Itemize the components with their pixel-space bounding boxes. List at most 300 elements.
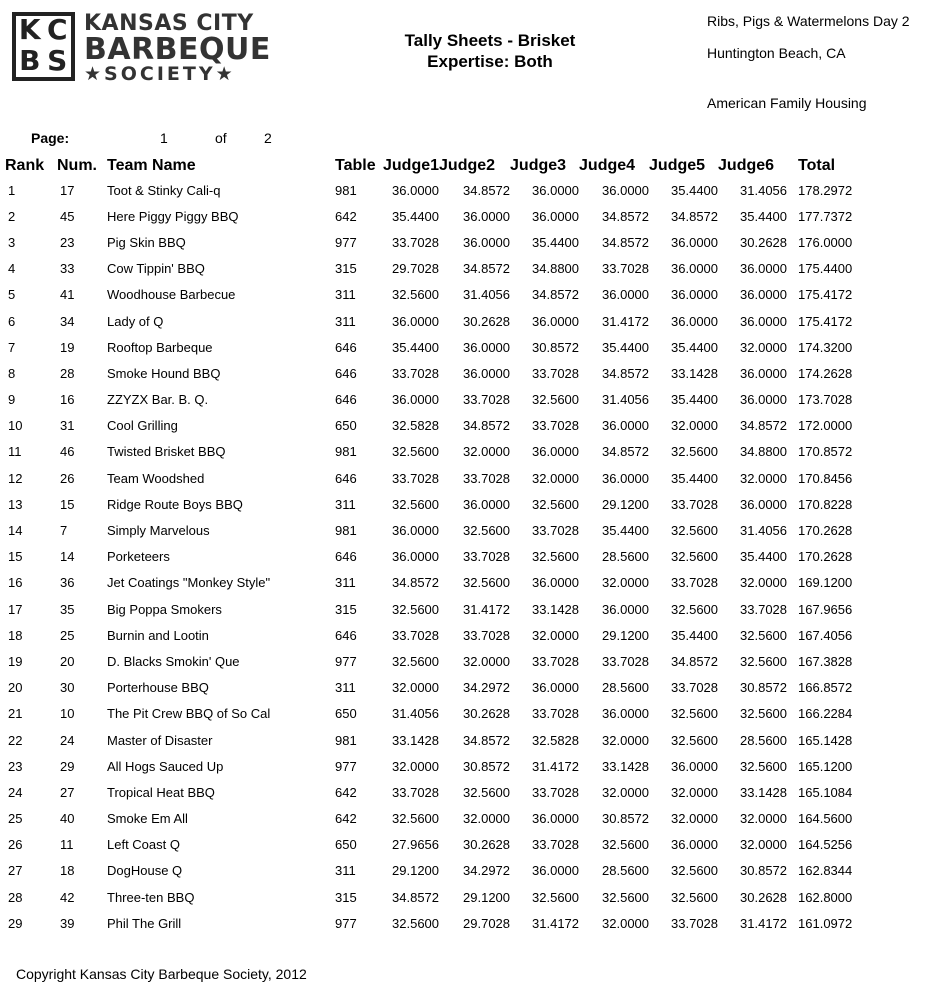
cell-rank: 24 <box>8 784 23 800</box>
cell-table: 977 <box>335 915 357 931</box>
cell-total: 165.1428 <box>798 732 853 748</box>
cell-num: 45 <box>60 208 75 224</box>
cell-total: 166.2284 <box>798 706 853 722</box>
header-table: Table <box>335 157 376 174</box>
cell-judge3: 33.7028 <box>532 706 580 722</box>
cell-total: 175.4400 <box>798 261 853 277</box>
cell-judge6: 30.8572 <box>740 863 788 879</box>
cell-team-name: D. Blacks Smokin' Que <box>107 653 240 669</box>
cell-judge4: 34.8572 <box>602 208 650 224</box>
cell-num: 39 <box>60 915 75 931</box>
cell-judge2: 31.4056 <box>463 287 511 303</box>
cell-judge6: 36.0000 <box>740 496 788 512</box>
cell-total: 167.9656 <box>798 601 853 617</box>
cell-total: 167.4056 <box>798 627 853 643</box>
cell-judge2: 30.2628 <box>463 706 511 722</box>
cell-judge1: 36.0000 <box>392 313 440 329</box>
cell-table: 981 <box>335 523 357 539</box>
cell-table: 311 <box>335 680 356 696</box>
cell-judge5: 35.4400 <box>671 470 719 486</box>
cell-judge4: 36.0000 <box>602 706 650 722</box>
cell-judge3: 32.5600 <box>532 889 580 905</box>
cell-judge4: 36.0000 <box>602 182 650 198</box>
cell-judge3: 36.0000 <box>532 208 580 224</box>
cell-team-name: Smoke Hound BBQ <box>107 365 221 381</box>
cell-judge1: 31.4056 <box>392 706 440 722</box>
cell-table: 981 <box>335 444 357 460</box>
cell-judge2: 36.0000 <box>463 365 511 381</box>
cell-num: 31 <box>60 418 75 434</box>
cell-judge1: 35.4400 <box>392 208 440 224</box>
cell-judge2: 32.5600 <box>463 784 511 800</box>
table-row <box>5 360 858 386</box>
cell-table: 646 <box>335 627 357 643</box>
cell-judge1: 32.5600 <box>392 287 440 303</box>
cell-rank: 5 <box>8 287 16 303</box>
table-row <box>5 832 858 858</box>
cell-table: 311 <box>335 313 356 329</box>
cell-judge3: 34.8572 <box>532 287 580 303</box>
cell-team-name: Porketeers <box>107 549 170 565</box>
cell-team-name: Team Woodshed <box>107 470 205 486</box>
cell-judge5: 36.0000 <box>671 287 719 303</box>
cell-judge2: 32.5600 <box>463 523 511 539</box>
cell-judge4: 36.0000 <box>602 418 650 434</box>
cell-judge5: 36.0000 <box>671 837 719 853</box>
cell-judge5: 36.0000 <box>671 313 719 329</box>
cell-judge1: 32.5600 <box>392 915 440 931</box>
cell-team-name: Twisted Brisket BBQ <box>107 444 226 460</box>
cell-judge4: 30.8572 <box>602 811 650 827</box>
cell-num: 19 <box>60 339 75 355</box>
cell-judge4: 34.8572 <box>602 365 650 381</box>
cell-judge2: 34.8572 <box>463 261 511 277</box>
table-row <box>5 570 858 596</box>
cell-judge1: 32.5828 <box>392 418 440 434</box>
cell-judge5: 32.5600 <box>671 601 719 617</box>
cell-judge3: 33.7028 <box>532 784 580 800</box>
cell-judge6: 36.0000 <box>740 365 788 381</box>
cell-table: 311 <box>335 496 356 512</box>
cell-rank: 12 <box>8 470 23 486</box>
cell-rank: 25 <box>8 811 23 827</box>
table-row <box>5 622 858 648</box>
cell-team-name: Pig Skin BBQ <box>107 234 186 250</box>
cell-team-name: Toot & Stinky Cali-q <box>107 182 221 198</box>
cell-table: 311 <box>335 287 356 303</box>
cell-judge6: 33.1428 <box>740 784 788 800</box>
cell-judge4: 32.5600 <box>602 889 650 905</box>
cell-table: 315 <box>335 261 357 277</box>
cell-judge2: 36.0000 <box>463 496 511 512</box>
cell-judge4: 35.4400 <box>602 339 650 355</box>
cell-total: 172.0000 <box>798 418 853 434</box>
cell-judge6: 32.0000 <box>740 837 788 853</box>
cell-judge3: 32.5600 <box>532 496 580 512</box>
logo-letter: S <box>47 43 68 77</box>
cell-judge3: 32.5600 <box>532 549 580 565</box>
cell-judge6: 31.4172 <box>740 915 788 931</box>
cell-rank: 6 <box>8 313 16 329</box>
cell-judge2: 34.8572 <box>463 732 511 748</box>
table-row <box>5 596 858 622</box>
cell-total: 175.4172 <box>798 287 853 303</box>
cell-judge2: 30.8572 <box>463 758 511 774</box>
cell-judge6: 32.5600 <box>740 706 788 722</box>
cell-rank: 14 <box>8 523 23 539</box>
header-num: Num. <box>57 157 97 174</box>
cell-judge4: 31.4056 <box>602 392 650 408</box>
page-of: of <box>215 130 227 146</box>
cell-num: 27 <box>60 784 75 800</box>
cell-judge6: 33.7028 <box>740 601 788 617</box>
cell-num: 17 <box>60 182 75 198</box>
header-judge3: Judge3 <box>510 157 567 174</box>
cell-judge1: 32.0000 <box>392 758 440 774</box>
cell-judge5: 36.0000 <box>671 758 719 774</box>
report-title-line-2: Expertise: Both <box>427 52 553 71</box>
table-row <box>5 308 858 334</box>
cell-team-name: Lady of Q <box>107 313 164 329</box>
tally-table <box>5 155 858 936</box>
cell-judge1: 33.1428 <box>392 732 440 748</box>
logo-letter: B <box>19 43 41 77</box>
cell-total: 170.2628 <box>798 523 853 539</box>
cell-judge1: 33.7028 <box>392 784 440 800</box>
cell-team-name: All Hogs Sauced Up <box>107 758 224 774</box>
cell-judge4: 36.0000 <box>602 470 650 486</box>
cell-judge3: 33.7028 <box>532 523 580 539</box>
cell-judge5: 32.0000 <box>671 418 719 434</box>
cell-team-name: Ridge Route Boys BBQ <box>107 496 243 512</box>
cell-judge5: 34.8572 <box>671 653 719 669</box>
cell-total: 167.3828 <box>798 653 853 669</box>
cell-judge3: 36.0000 <box>532 575 580 591</box>
cell-judge4: 31.4172 <box>602 313 650 329</box>
cell-table: 646 <box>335 549 357 565</box>
cell-judge2: 33.7028 <box>463 549 511 565</box>
logo-letter: C <box>46 13 68 46</box>
cell-judge5: 32.5600 <box>671 732 719 748</box>
cell-judge4: 36.0000 <box>602 287 650 303</box>
cell-judge6: 36.0000 <box>740 287 788 303</box>
cell-judge3: 32.5828 <box>532 732 580 748</box>
header-judge2: Judge2 <box>439 157 496 174</box>
cell-judge3: 34.8800 <box>532 261 580 277</box>
cell-judge1: 32.0000 <box>392 680 440 696</box>
cell-total: 173.7028 <box>798 392 853 408</box>
cell-table: 311 <box>335 575 356 591</box>
cell-judge6: 30.8572 <box>740 680 788 696</box>
cell-judge4: 32.5600 <box>602 837 650 853</box>
cell-judge5: 34.8572 <box>671 208 719 224</box>
cell-judge2: 32.0000 <box>463 444 511 460</box>
cell-judge1: 32.5600 <box>392 653 440 669</box>
table-row <box>5 779 858 805</box>
cell-num: 26 <box>60 470 75 486</box>
cell-table: 977 <box>335 234 357 250</box>
cell-judge6: 30.2628 <box>740 889 788 905</box>
cell-judge5: 32.0000 <box>671 784 719 800</box>
cell-judge4: 33.7028 <box>602 653 650 669</box>
table-row <box>5 727 858 753</box>
cell-judge5: 32.5600 <box>671 889 719 905</box>
cell-team-name: ZZYZX Bar. B. Q. <box>107 392 209 408</box>
cell-rank: 26 <box>8 837 23 853</box>
cell-team-name: Burnin and Lootin <box>107 627 209 643</box>
cell-table: 315 <box>335 601 357 617</box>
cell-judge3: 33.7028 <box>532 653 580 669</box>
cell-num: 18 <box>60 863 75 879</box>
cell-num: 14 <box>60 549 75 565</box>
cell-total: 177.7372 <box>798 208 853 224</box>
table-row <box>5 806 858 832</box>
cell-judge5: 35.4400 <box>671 627 719 643</box>
cell-team-name: Phil The Grill <box>107 915 182 931</box>
cell-judge5: 35.4400 <box>671 182 719 198</box>
cell-judge6: 32.0000 <box>740 339 788 355</box>
cell-judge1: 33.7028 <box>392 470 440 486</box>
cell-num: 25 <box>60 627 75 643</box>
cell-judge4: 34.8572 <box>602 444 650 460</box>
cell-team-name: Porterhouse BBQ <box>107 680 209 696</box>
cell-judge2: 34.2972 <box>463 680 511 696</box>
cell-table: 646 <box>335 470 357 486</box>
cell-judge1: 35.4400 <box>392 339 440 355</box>
cell-judge2: 33.7028 <box>463 627 511 643</box>
cell-total: 165.1084 <box>798 784 853 800</box>
cell-judge6: 28.5600 <box>740 732 788 748</box>
cell-judge2: 36.0000 <box>463 339 511 355</box>
cell-judge4: 28.5600 <box>602 680 650 696</box>
cell-num: 20 <box>60 653 75 669</box>
cell-judge6: 32.5600 <box>740 653 788 669</box>
cell-rank: 10 <box>8 418 23 434</box>
cell-judge1: 33.7028 <box>392 627 440 643</box>
cell-judge4: 33.1428 <box>602 758 650 774</box>
cell-num: 36 <box>60 575 75 591</box>
cell-table: 650 <box>335 706 357 722</box>
cell-rank: 17 <box>8 601 23 617</box>
cell-judge1: 29.1200 <box>392 863 440 879</box>
cell-judge6: 32.5600 <box>740 627 788 643</box>
cell-table: 981 <box>335 732 357 748</box>
cell-judge2: 29.1200 <box>463 889 511 905</box>
cell-num: 24 <box>60 732 75 748</box>
cell-table: 646 <box>335 339 357 355</box>
cell-num: 30 <box>60 680 75 696</box>
cell-num: 46 <box>60 444 75 460</box>
cell-total: 174.3200 <box>798 339 853 355</box>
cell-total: 166.8572 <box>798 680 853 696</box>
cell-table: 642 <box>335 811 357 827</box>
table-row <box>5 203 858 229</box>
cell-judge6: 32.0000 <box>740 575 788 591</box>
table-row <box>5 910 858 936</box>
cell-table: 650 <box>335 837 357 853</box>
cell-table: 981 <box>335 182 357 198</box>
cell-table: 646 <box>335 392 357 408</box>
cell-total: 170.2628 <box>798 549 853 565</box>
cell-rank: 11 <box>8 444 22 460</box>
logo-letter: K <box>18 13 41 46</box>
cell-rank: 23 <box>8 758 23 774</box>
cell-num: 11 <box>60 837 74 853</box>
table-row <box>5 256 858 282</box>
table-row <box>5 413 858 439</box>
cell-judge5: 33.7028 <box>671 575 719 591</box>
cell-team-name: Simply Marvelous <box>107 523 210 539</box>
cell-judge1: 33.7028 <box>392 365 440 381</box>
cell-judge6: 35.4400 <box>740 208 788 224</box>
table-row <box>5 701 858 727</box>
cell-judge6: 36.0000 <box>740 392 788 408</box>
cell-total: 162.8344 <box>798 863 853 879</box>
cell-rank: 8 <box>8 365 16 381</box>
header-judge1: Judge1 <box>383 157 440 174</box>
cell-judge1: 32.5600 <box>392 496 440 512</box>
cell-team-name: The Pit Crew BBQ of So Cal <box>107 706 271 722</box>
cell-rank: 20 <box>8 680 23 696</box>
logo-line-2: BARBEQUE <box>84 32 271 67</box>
cell-judge6: 31.4056 <box>740 523 788 539</box>
cell-team-name: Three-ten BBQ <box>107 889 195 905</box>
cell-num: 29 <box>60 758 75 774</box>
cell-table: 646 <box>335 365 357 381</box>
cell-team-name: Tropical Heat BBQ <box>107 784 215 800</box>
report-title <box>340 30 640 72</box>
logo-line-3: ★SOCIETY★ <box>84 63 236 85</box>
cell-judge3: 36.0000 <box>532 313 580 329</box>
cell-judge2: 29.7028 <box>463 915 511 931</box>
cell-total: 165.1200 <box>798 758 853 774</box>
cell-total: 175.4172 <box>798 313 853 329</box>
cell-total: 170.8572 <box>798 444 853 460</box>
cell-total: 178.2972 <box>798 182 853 198</box>
kcbs-logo <box>12 12 277 84</box>
cell-judge4: 32.0000 <box>602 732 650 748</box>
cell-table: 977 <box>335 758 357 774</box>
table-row <box>5 858 858 884</box>
event-location: Huntington Beach, CA <box>707 45 846 61</box>
cell-judge1: 32.5600 <box>392 444 440 460</box>
table-row <box>5 282 858 308</box>
cell-num: 16 <box>60 392 75 408</box>
table-header-row <box>5 155 858 177</box>
table-row <box>5 177 858 203</box>
table-row <box>5 439 858 465</box>
cell-judge4: 32.0000 <box>602 575 650 591</box>
cell-rank: 15 <box>8 549 23 565</box>
cell-team-name: Big Poppa Smokers <box>107 601 222 617</box>
cell-judge6: 32.0000 <box>740 811 788 827</box>
cell-judge1: 36.0000 <box>392 523 440 539</box>
cell-rank: 4 <box>8 261 16 277</box>
logo-line-1: KANSAS CITY <box>84 11 254 36</box>
page-current: 1 <box>160 130 168 146</box>
table-row <box>5 465 858 491</box>
cell-total: 170.8228 <box>798 496 853 512</box>
cell-table: 977 <box>335 653 357 669</box>
cell-judge3: 32.5600 <box>532 392 580 408</box>
header-judge4: Judge4 <box>579 157 636 174</box>
cell-num: 10 <box>60 706 75 722</box>
cell-judge4: 29.1200 <box>602 496 650 512</box>
cell-judge3: 31.4172 <box>532 915 580 931</box>
cell-judge1: 32.5600 <box>392 811 440 827</box>
cell-judge6: 34.8800 <box>740 444 788 460</box>
cell-table: 642 <box>335 784 357 800</box>
event-name: Ribs, Pigs & Watermelons Day 2 <box>707 13 910 29</box>
cell-judge5: 36.0000 <box>671 261 719 277</box>
kcbs-logo-wordmark <box>84 12 279 84</box>
page-label: Page: <box>31 130 70 146</box>
table-row <box>5 675 858 701</box>
cell-judge6: 32.5600 <box>740 758 788 774</box>
cell-judge3: 32.0000 <box>532 627 580 643</box>
cell-judge3: 33.7028 <box>532 837 580 853</box>
cell-judge2: 30.2628 <box>463 837 511 853</box>
cell-num: 15 <box>60 496 75 512</box>
cell-judge3: 36.0000 <box>532 680 580 696</box>
cell-total: 176.0000 <box>798 234 853 250</box>
cell-judge6: 32.0000 <box>740 470 788 486</box>
cell-judge3: 36.0000 <box>532 182 580 198</box>
cell-judge5: 33.7028 <box>671 915 719 931</box>
cell-table: 315 <box>335 889 357 905</box>
cell-total: 161.0972 <box>798 915 853 931</box>
cell-judge4: 28.5600 <box>602 549 650 565</box>
cell-total: 164.5256 <box>798 837 853 853</box>
cell-num: 40 <box>60 811 75 827</box>
cell-total: 164.5600 <box>798 811 853 827</box>
cell-rank: 3 <box>8 234 16 250</box>
cell-judge3: 33.7028 <box>532 365 580 381</box>
cell-judge5: 32.0000 <box>671 811 719 827</box>
cell-judge2: 31.4172 <box>463 601 511 617</box>
cell-judge1: 34.8572 <box>392 575 440 591</box>
cell-judge6: 36.0000 <box>740 261 788 277</box>
cell-total: 170.8456 <box>798 470 853 486</box>
cell-judge5: 32.5600 <box>671 863 719 879</box>
cell-judge3: 35.4400 <box>532 234 580 250</box>
cell-judge4: 32.0000 <box>602 915 650 931</box>
cell-team-name: Smoke Em All <box>107 811 188 827</box>
table-row <box>5 753 858 779</box>
cell-team-name: Cool Grilling <box>107 418 178 434</box>
cell-num: 42 <box>60 889 75 905</box>
cell-num: 33 <box>60 261 75 277</box>
cell-judge1: 33.7028 <box>392 234 440 250</box>
cell-num: 35 <box>60 601 75 617</box>
cell-judge3: 36.0000 <box>532 444 580 460</box>
table-row <box>5 884 858 910</box>
cell-table: 650 <box>335 418 357 434</box>
cell-judge3: 31.4172 <box>532 758 580 774</box>
cell-num: 23 <box>60 234 75 250</box>
cell-rank: 19 <box>8 653 23 669</box>
cell-rank: 29 <box>8 915 23 931</box>
cell-num: 7 <box>60 523 68 539</box>
cell-judge2: 36.0000 <box>463 208 511 224</box>
cell-rank: 18 <box>8 627 23 643</box>
cell-judge2: 30.2628 <box>463 313 511 329</box>
cell-team-name: Jet Coatings "Monkey Style" <box>107 575 271 591</box>
cell-team-name: Rooftop Barbeque <box>107 339 213 355</box>
cell-rank: 28 <box>8 889 23 905</box>
table-row <box>5 544 858 570</box>
cell-judge1: 34.8572 <box>392 889 440 905</box>
